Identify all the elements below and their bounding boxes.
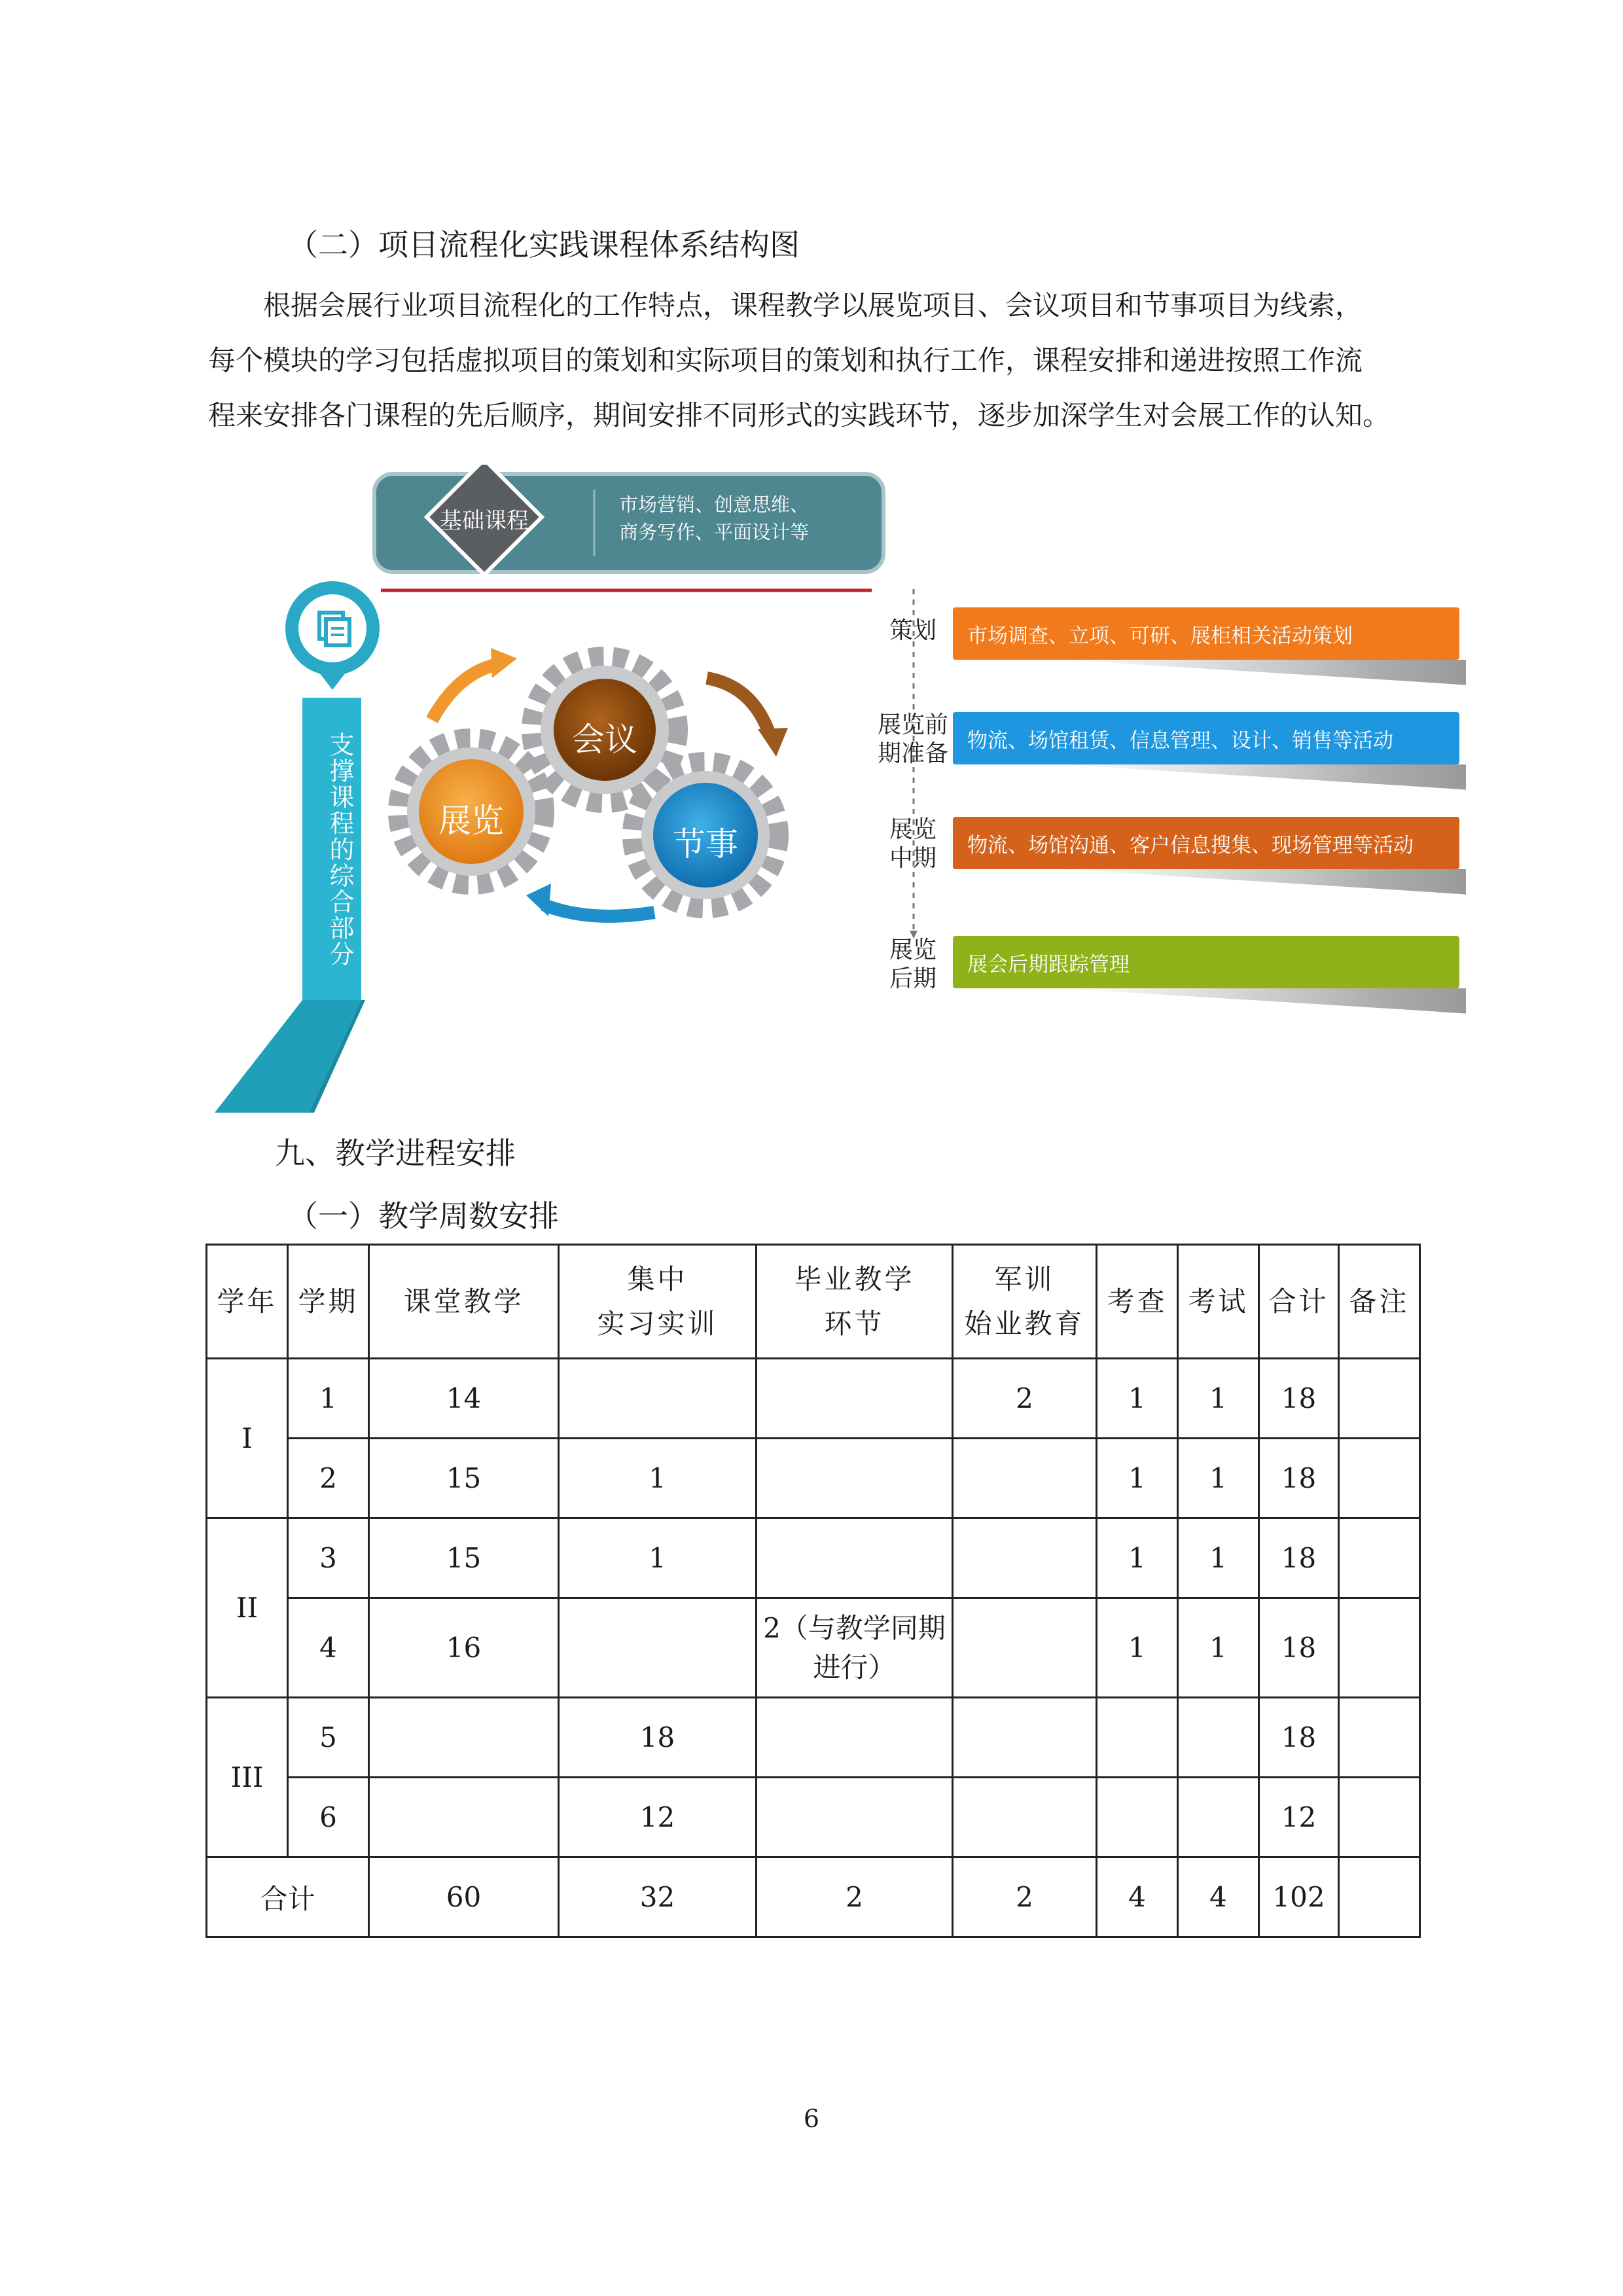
intensive-cell [559,1359,757,1439]
graduation-cell [757,1778,953,1857]
total-label-cell: 合计 [207,1857,369,1937]
exam-cell: 1 [1178,1518,1259,1598]
basic-course-line-2: 商务写作、平面设计等 [619,521,810,543]
total-review-cell: 4 [1097,1857,1178,1937]
total-cell: 18 [1259,1698,1339,1778]
header-total: 合计 [1259,1245,1339,1359]
year-cell: II [207,1518,288,1698]
stage-bar-post: 展会后期跟踪管理 [953,936,1459,988]
term-cell: 3 [288,1518,369,1598]
total-cell: 18 [1259,1598,1339,1698]
section-heading-weeks: （一）教学周数安排 [288,1198,559,1234]
total-classroom-cell: 60 [369,1857,559,1937]
total-remark-cell [1339,1857,1420,1937]
intensive-cell [559,1598,757,1698]
military-cell [953,1439,1097,1518]
classroom-cell [369,1698,559,1778]
arrow-orange [432,664,497,720]
header-review: 考查 [1097,1245,1178,1359]
graduation-cell [757,1359,953,1439]
review-cell: 1 [1097,1439,1178,1518]
exam-cell [1178,1698,1259,1778]
total-cell: 18 [1259,1439,1339,1518]
header-graduation: 毕业教学 环节 [757,1245,953,1359]
table-header-row [207,1245,1420,1359]
graduation-cell [757,1698,953,1778]
arrow-brown [707,678,770,734]
section-heading-structure: （二）项目流程化实践课程体系结构图 [288,227,800,262]
total-military-cell: 2 [953,1857,1097,1937]
graduation-cell [757,1518,953,1598]
stage-label-planning: 策划 [889,617,936,644]
arrow-blue [543,905,654,916]
military-cell [953,1598,1097,1698]
total-graduation-cell: 2 [757,1857,953,1937]
header-year: 学年 [207,1245,288,1359]
military-cell [953,1698,1097,1778]
classroom-cell: 14 [369,1359,559,1439]
total-total-cell: 102 [1259,1857,1339,1937]
paragraph-line-2: 每个模块的学习包括虚拟项目的策划和实际项目的策划和执行工作，课程安排和递进按照工作流 [208,344,1363,376]
remark-cell [1339,1518,1420,1598]
table-row [207,1778,1420,1857]
table-row [207,1698,1420,1778]
total-exam-cell: 4 [1178,1857,1259,1937]
stage-bar-pre: 物流、场馆租赁、信息管理、设计、销售等活动 [953,712,1459,764]
paragraph-line-3: 程来安排各门课程的先后顺序，期间安排不同形式的实践环节，逐步加深学生对会展工作的认知。 [208,399,1391,431]
term-cell: 5 [288,1698,369,1778]
page-number: 6 [803,2104,820,2133]
header-remark: 备注 [1339,1245,1420,1359]
remark-cell [1339,1439,1420,1518]
intensive-cell: 12 [559,1778,757,1857]
stage-label-post: 展览 后期 [889,937,936,992]
term-cell: 6 [288,1778,369,1857]
classroom-cell: 15 [369,1439,559,1518]
review-cell [1097,1698,1178,1778]
intro-paragraph [208,278,1419,443]
total-cell: 18 [1259,1359,1339,1439]
table-row [207,1598,1420,1698]
term-cell: 4 [288,1598,369,1698]
course-structure-diagram [209,465,1466,1113]
exam-cell: 1 [1178,1359,1259,1439]
basic-course-label: 基础课程 [440,508,529,534]
classroom-cell: 16 [369,1598,559,1698]
exam-cell: 1 [1178,1598,1259,1698]
intensive-cell: 1 [559,1439,757,1518]
classroom-cell [369,1778,559,1857]
stage-bar-planning: 市场调查、立项、可研、展柜相关活动策划 [953,607,1459,660]
gear-festival-label: 节事 [673,825,738,863]
review-cell: 1 [1097,1518,1178,1598]
table-row [207,1518,1420,1598]
paragraph-line-1: 根据会展行业项目流程化的工作特点，课程教学以展览项目、会议项目和节事项目为线索， [263,289,1363,321]
total-intensive-cell: 32 [559,1857,757,1937]
graduation-cell [757,1439,953,1518]
table-row [207,1439,1420,1518]
section-heading-nine: 九、教学进程安排 [275,1136,516,1171]
gear-exhibition-label: 展览 [438,802,504,840]
header-classroom: 课堂教学 [369,1245,559,1359]
remark-cell [1339,1359,1420,1439]
header-military: 军训 始业教育 [953,1245,1097,1359]
year-cell: I [207,1359,288,1518]
remark-cell [1339,1778,1420,1857]
teaching-weeks-table [205,1244,1421,1938]
term-cell: 2 [288,1439,369,1518]
review-cell [1097,1778,1178,1857]
gear-meeting-label: 会议 [572,721,637,759]
support-course-text: 支撑课程的综合部分 [325,732,354,967]
classroom-cell: 15 [369,1518,559,1598]
review-cell: 1 [1097,1598,1178,1698]
total-cell: 18 [1259,1518,1339,1598]
remark-cell [1339,1698,1420,1778]
military-cell [953,1778,1097,1857]
header-intensive: 集中 实习实训 [559,1245,757,1359]
basic-course-line-1: 市场营销、创意思维、 [619,493,810,516]
total-cell: 12 [1259,1778,1339,1857]
intensive-cell: 1 [559,1518,757,1598]
military-cell [953,1518,1097,1598]
term-cell: 1 [288,1359,369,1439]
basic-course-subjects [619,491,809,546]
exam-cell: 1 [1178,1439,1259,1518]
intensive-cell: 18 [559,1698,757,1778]
table-total-row [207,1857,1420,1937]
review-cell: 1 [1097,1359,1178,1439]
graduation-cell: 2（与教学同期 进行） [757,1598,953,1698]
remark-cell [1339,1598,1420,1698]
exam-cell [1178,1778,1259,1857]
stage-label-mid: 展览 中期 [889,816,936,872]
header-exam: 考试 [1178,1245,1259,1359]
military-cell: 2 [953,1359,1097,1439]
year-cell: III [207,1698,288,1857]
stage-label-pre: 展览前 期准备 [877,711,948,767]
header-term: 学期 [288,1245,369,1359]
table-row [207,1359,1420,1439]
stage-bar-mid: 物流、场馆沟通、客户信息搜集、现场管理等活动 [953,817,1459,869]
diagram-graphics [209,465,1466,1113]
